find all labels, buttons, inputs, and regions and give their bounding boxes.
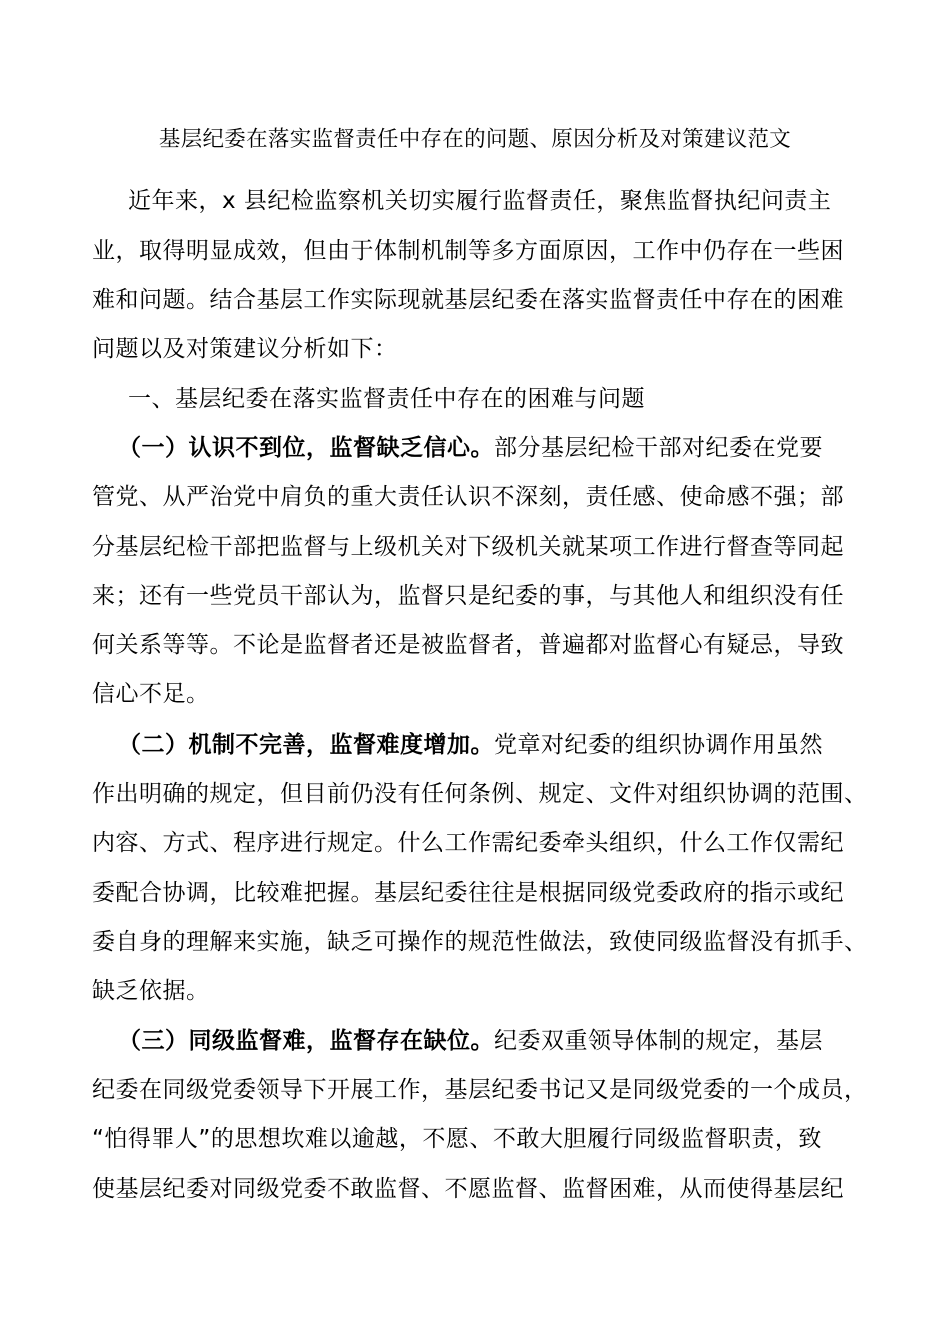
paragraph-line: 委配合协调，比较难把握。基层纪委往往是根据同级党委政府的指示或纪 bbox=[92, 880, 844, 906]
paragraph-line: 委自身的理解来实施，缺乏可操作的规范性做法，致使同级监督没有抓手、 bbox=[92, 929, 868, 955]
item-first-line bbox=[118, 1022, 898, 1060]
paragraph-line: 问题以及对策建议分析如下： bbox=[92, 336, 398, 362]
item-heading: （一）认识不到位，监督缺乏信心。 bbox=[118, 435, 494, 461]
paragraph-line: 近年来，x 县纪检监察机关切实履行监督责任，聚焦监督执纪问责主 bbox=[128, 188, 832, 214]
item-text: 部分基层纪检干部对纪委在党要 bbox=[494, 435, 823, 461]
document-title: 基层纪委在落实监督责任中存在的问题、原因分析及对策建议范文 bbox=[158, 127, 792, 152]
paragraph-line: 难和问题。结合基层工作实际现就基层纪委在落实监督责任中存在的困难 bbox=[92, 287, 844, 313]
paragraph-line: 来；还有一些党员干部认为，监督只是纪委的事，与其他人和组织没有任 bbox=[92, 583, 844, 609]
paragraph-line: 何关系等等。不论是监督者还是被监督者，普遍都对监督心有疑忌，导致 bbox=[92, 632, 844, 658]
item-heading: （二）机制不完善，监督难度增加。 bbox=[118, 732, 494, 758]
paragraph-line: 作出明确的规定，但目前仍没有任何条例、规定、文件对组织协调的范围、 bbox=[92, 781, 868, 807]
paragraph-line: “怕得罪人”的思想坎难以逾越，不愿、不敢大胆履行同级监督职责，致 bbox=[92, 1126, 822, 1152]
paragraph-line: 纪委在同级党委领导下开展工作，基层纪委书记又是同级党委的一个成员， bbox=[92, 1077, 868, 1103]
paragraph-line: 内容、方式、程序进行规定。什么工作需纪委牵头组织，什么工作仅需纪 bbox=[92, 830, 844, 856]
paragraph-line: 使基层纪委对同级党委不敢监督、不愿监督、监督困难，从而使得基层纪 bbox=[92, 1176, 844, 1202]
item-first-line bbox=[118, 429, 898, 467]
paragraph-line: 缺乏依据。 bbox=[92, 978, 210, 1004]
item-text: 党章对纪委的组织协调作用虽然 bbox=[494, 732, 823, 758]
item-text: 纪委双重领导体制的规定，基层 bbox=[494, 1028, 823, 1054]
section-heading: 一、基层纪委在落实监督责任中存在的困难与问题 bbox=[128, 386, 645, 412]
item-heading: （三）同级监督难，监督存在缺位。 bbox=[118, 1028, 494, 1054]
paragraph-line: 信心不足。 bbox=[92, 681, 210, 707]
paragraph-line: 分基层纪检干部把监督与上级机关对下级机关就某项工作进行督查等同起 bbox=[92, 534, 844, 560]
paragraph-line: 管党、从严治党中肩负的重大责任认识不深刻，责任感、使命感不强；部 bbox=[92, 484, 844, 510]
item-first-line bbox=[118, 726, 898, 764]
paragraph-line: 业，取得明显成效，但由于体制机制等多方面原因，工作中仍存在一些困 bbox=[92, 238, 844, 264]
